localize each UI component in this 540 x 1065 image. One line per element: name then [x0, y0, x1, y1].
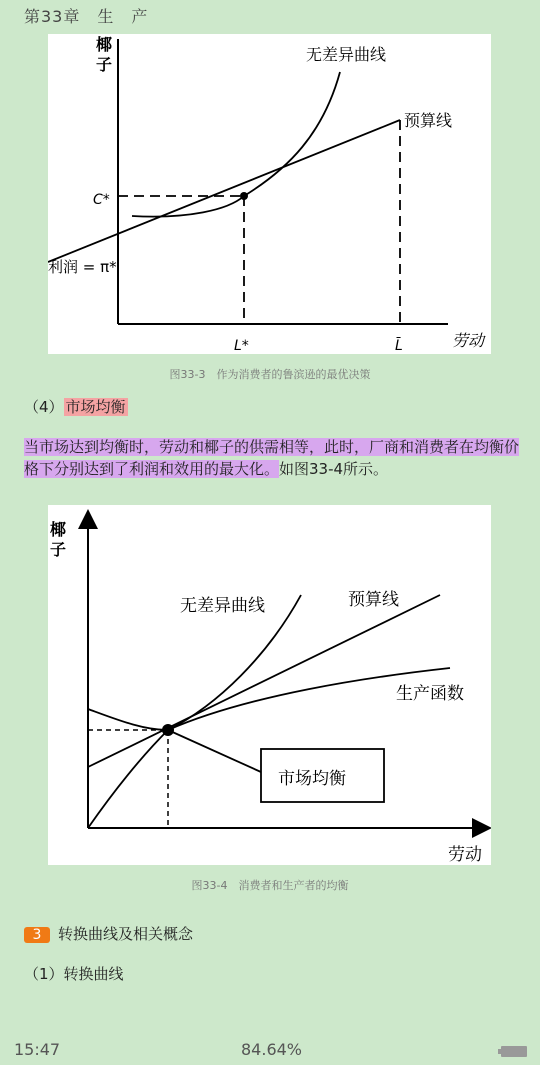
figure2-diagram — [48, 505, 491, 865]
fig2-indifference-label: 无差异曲线 — [180, 596, 265, 616]
fig1-budget-label: 预算线 — [404, 111, 453, 130]
figure2-caption: 图33-4 消费者和生产者的均衡 — [191, 879, 349, 892]
section3-1-heading: （1）转换曲线 — [24, 965, 124, 983]
fig2-budget-label: 预算线 — [348, 590, 399, 610]
figure-robinson-optimal — [48, 34, 491, 354]
fig1-profit-label: 利润 = π* — [48, 258, 117, 276]
fig1-budget-line — [48, 120, 400, 262]
battery-icon — [501, 1046, 527, 1057]
fig2-x-label: 劳动 — [448, 845, 482, 865]
fig2-equilibrium-pointer — [168, 730, 261, 772]
figure1-diagram — [48, 34, 491, 354]
highlighted-text[interactable]: 当市场达到均衡时，劳动和椰子的供需相等，此时，厂商和消费者在均衡价格下分别达到了利润和效用的最大化。 — [24, 438, 520, 478]
section3-title: 转换曲线及相关概念 — [58, 925, 194, 943]
reading-progress: 84.64% — [241, 1040, 303, 1059]
fig2-y-label-1: 椰 — [50, 520, 67, 539]
market-equilibrium-paragraph — [24, 436, 519, 480]
figure1-caption: 图33-3 作为消费者的鲁滨逊的最优决策 — [169, 368, 371, 381]
fig1-l-bar-label: L̄ — [395, 338, 403, 354]
fig1-l-star-label: L* — [234, 338, 249, 354]
fig1-y-label-2: 子 — [96, 55, 113, 74]
fig2-production-label: 生产函数 — [396, 684, 464, 704]
section4-heading — [24, 396, 128, 417]
fig1-optimum-point — [240, 192, 248, 200]
section3-heading — [24, 923, 193, 944]
fig2-budget-line — [88, 595, 440, 767]
fig1-indifference-curve — [132, 72, 340, 217]
figure-market-equilibrium — [48, 505, 491, 865]
fig1-y-label-1: 椰 — [96, 35, 113, 54]
paragraph-rest: 如图33-4所示。 — [279, 460, 389, 478]
section3-badge: 3 — [24, 927, 50, 943]
fig1-c-star-label: C* — [93, 192, 110, 208]
status-time: 15:47 — [14, 1040, 61, 1059]
fig2-y-label-2: 子 — [50, 540, 67, 559]
fig1-indifference-label: 无差异曲线 — [306, 45, 387, 64]
chapter-header: 第33章 生 产 — [24, 7, 149, 26]
section4-title: 市场均衡 — [65, 398, 126, 416]
fig2-equilibrium-point — [162, 724, 174, 736]
fig1-x-label: 劳动 — [452, 331, 485, 350]
section4-number: （4） — [24, 398, 64, 416]
fig2-equilibrium-label: 市场均衡 — [278, 769, 346, 789]
